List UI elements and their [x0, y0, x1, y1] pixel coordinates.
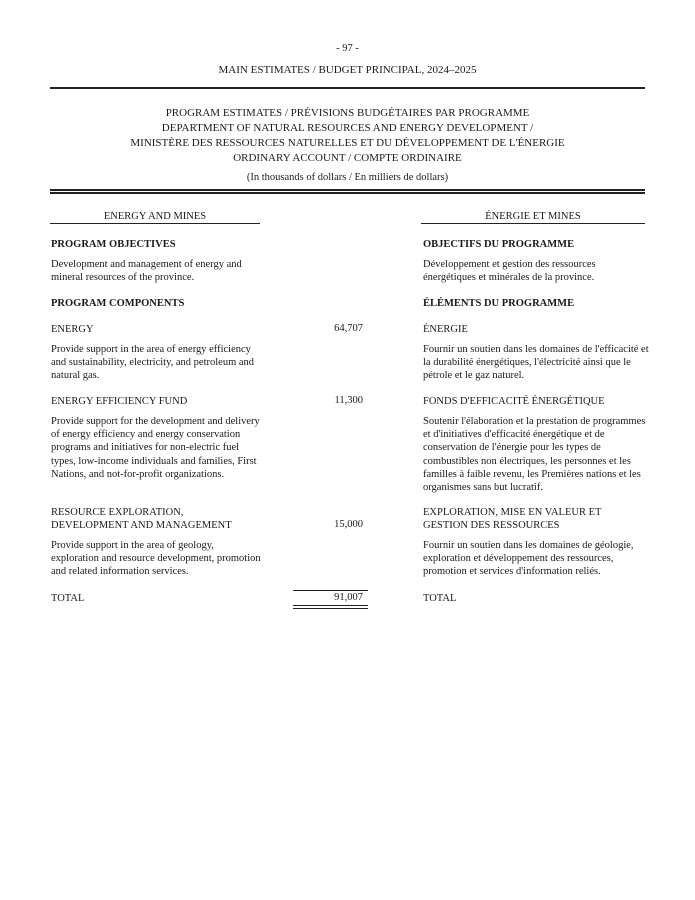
- objectives-text-fr: Développement et gestion des ressources énergétiques et minérales de la province.: [423, 259, 596, 284]
- total-rule-bottom-2: [293, 608, 368, 609]
- page-number: - 97 -: [336, 43, 359, 54]
- header-line-1: PROGRAM ESTIMATES / PRÉVISIONS BUDGÉTAIRES PAR PROGRAMME: [165, 107, 530, 119]
- component-name-en: RESOURCE EXPLORATION, DEVELOPMENT AND MANAGEMENT: [51, 507, 232, 532]
- component-amount: 11,300: [334, 395, 363, 406]
- header-line-2: DEPARTMENT OF NATURAL RESOURCES AND ENERGY DEVELOPMENT /: [161, 122, 534, 134]
- total-rule-bottom-1: [293, 605, 368, 606]
- objectives-text-en: Development and management of energy and mineral resources of the province.: [51, 259, 242, 284]
- component-desc-en: Provide support in the area of energy efficiency and sustainability, electricity, and petroleum and natural gas.: [51, 344, 255, 382]
- objectives-title-en: PROGRAM OBJECTIVES: [51, 239, 176, 250]
- component-amount: 64,707: [334, 323, 363, 334]
- component-name-fr: ÉNERGIE: [423, 324, 468, 335]
- component-amount: 15,000: [334, 519, 363, 530]
- left-heading: ENERGY AND MINES: [50, 211, 260, 224]
- components-title-en: PROGRAM COMPONENTS: [51, 298, 185, 309]
- component-name-en: ENERGY: [51, 324, 94, 335]
- total-rule-top: [293, 590, 368, 591]
- component-desc-fr: Soutenir l'élaboration et la prestation de programmes et d'initiatives d'efficacité énergétique et de conservation de l'énergie pour les types de combustibles non électriques, les personnes et les familles à faible revenu, les Premières nations et les organismes sans but lucratif.: [423, 416, 646, 494]
- total-label-en: TOTAL: [51, 593, 85, 604]
- units-note: (In thousands of dollars / En milliers de dollars): [246, 172, 449, 183]
- header-rule-double-2: [50, 192, 645, 194]
- components-title-fr: ÉLÉMENTS DU PROGRAMME: [423, 298, 575, 309]
- total-amount: 91,007: [334, 592, 363, 603]
- component-name-fr: EXPLORATION, MISE EN VALEUR ET GESTION DES RESSOURCES: [423, 507, 602, 532]
- header-line-3: MINISTÈRE DES RESSOURCES NATURELLES ET DU DÉVELOPPEMENT DE L'ÉNERGIE: [130, 137, 565, 149]
- component-name-en: ENERGY EFFICIENCY FUND: [51, 396, 188, 407]
- header-rule-top: [50, 87, 645, 89]
- component-desc-fr: Fournir un soutien dans les domaines de l'efficacité et la durabilité énergétiques, l'électricité ainsi que le pétrole et le gaz naturel.: [423, 344, 649, 382]
- objectives-title-fr: OBJECTIFS DU PROGRAMME: [423, 239, 575, 250]
- total-label-fr: TOTAL: [423, 593, 457, 604]
- running-title: MAIN ESTIMATES / BUDGET PRINCIPAL, 2024–2025: [218, 64, 477, 76]
- header-line-4: ORDINARY ACCOUNT / COMPTE ORDINAIRE: [233, 152, 462, 164]
- component-desc-en: Provide support in the area of geology, exploration and resource development, promotion and related information services.: [51, 540, 261, 578]
- component-desc-fr: Fournir un soutien dans les domaines de géologie, exploration et développement des ressources, promotion et services d'information reliés.: [423, 540, 634, 578]
- right-heading: ÉNERGIE ET MINES: [421, 211, 645, 224]
- header-rule-double-1: [50, 189, 645, 191]
- component-desc-en: Provide support for the development and delivery of energy efficiency and energy conservation programs and initiatives for non-electric fuel types, low-income individuals and families, First Nations, and not-for-profit organizations.: [51, 416, 260, 480]
- component-name-fr: FONDS D'EFFICACITÉ ÉNERGÉTIQUE: [423, 396, 605, 407]
